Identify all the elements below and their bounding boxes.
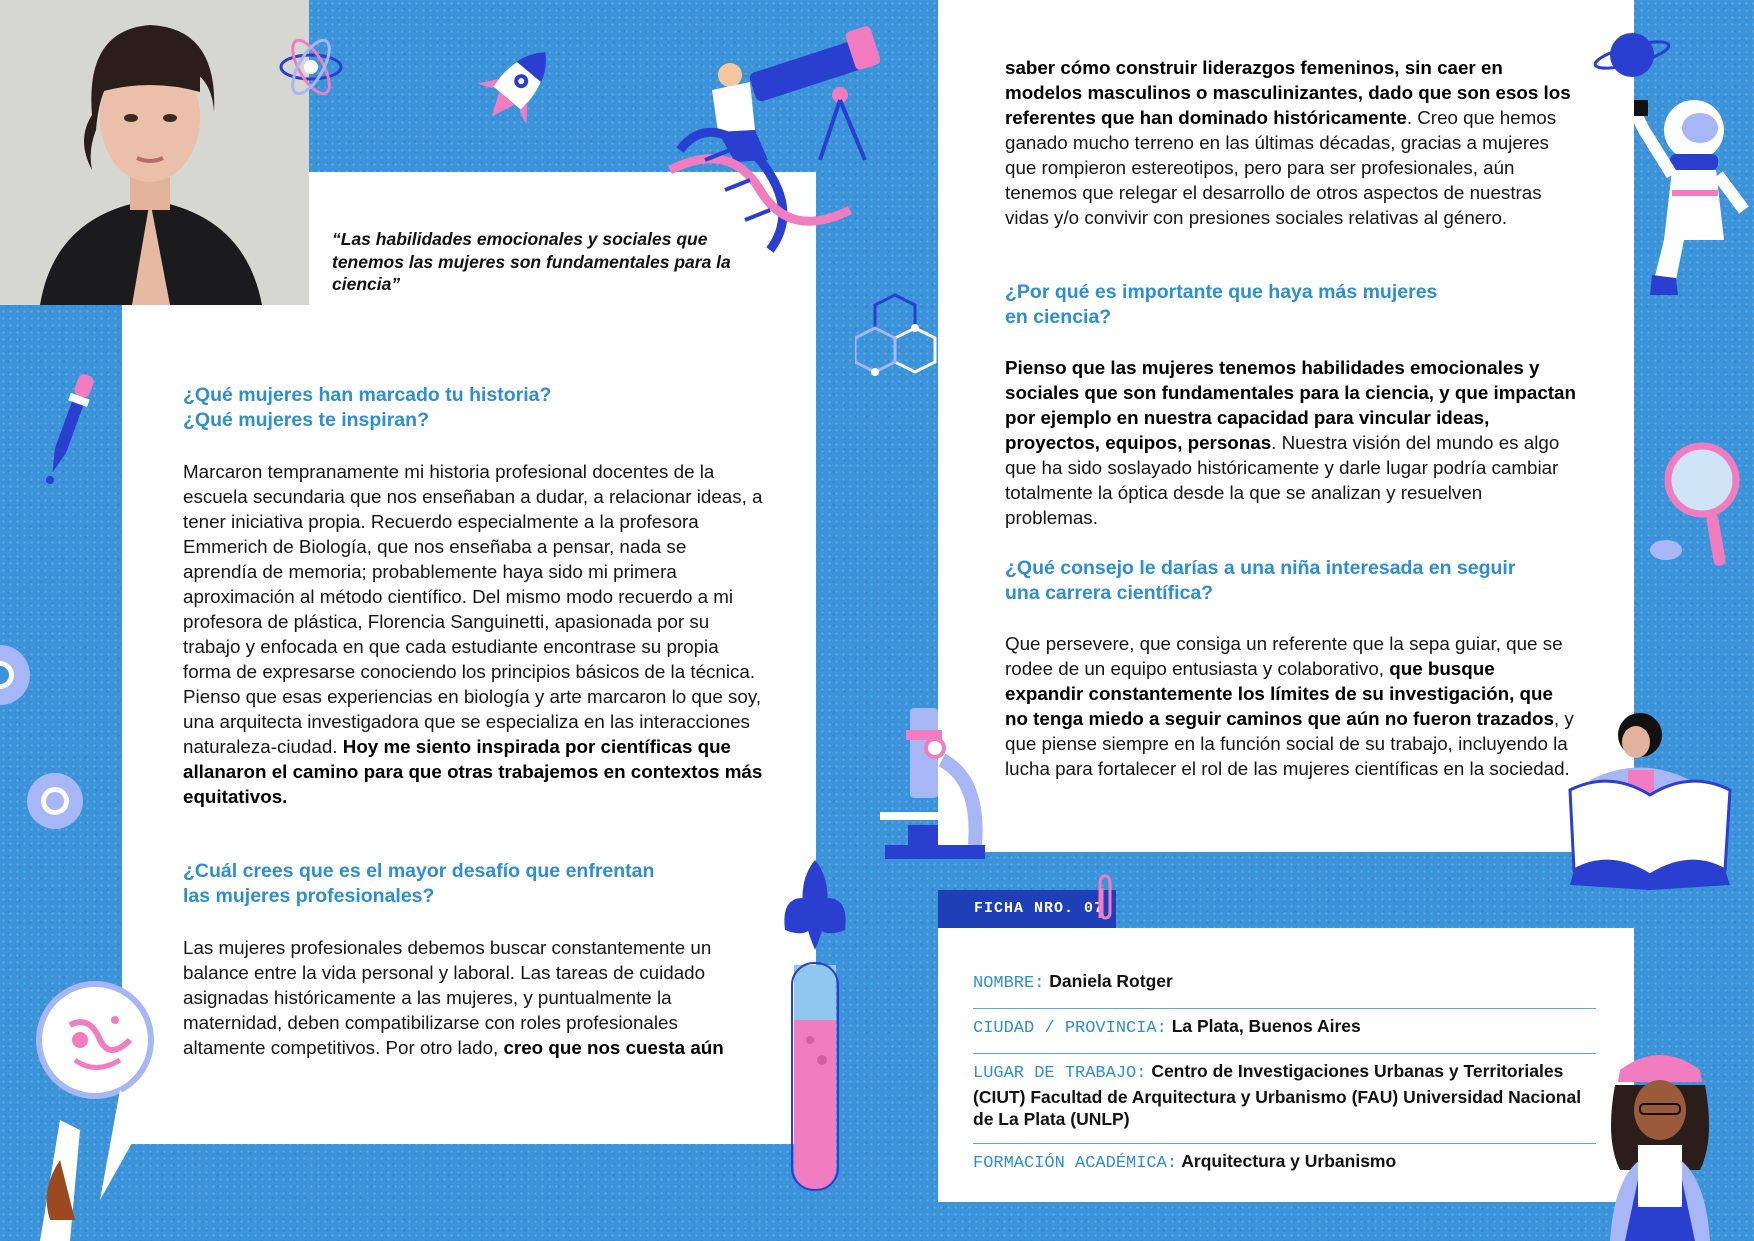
nombre-label: NOMBRE: xyxy=(973,974,1045,993)
ciudad-value: La Plata, Buenos Aires xyxy=(1171,1016,1361,1036)
dropper-icon xyxy=(38,370,98,490)
magnifier-icon xyxy=(1650,440,1754,570)
answer-1 xyxy=(183,459,763,809)
question-2-line-1: ¿Cuál crees que es el mayor desafío que enfrentan xyxy=(183,860,655,882)
petri-dish-icon xyxy=(20,980,160,1241)
answer-4-pre: Que persevere, que consiga un referente que la sepa guiar, que se rodee de un equipo entusiasta y colaborativo, xyxy=(1005,633,1563,679)
rocket-icon xyxy=(468,40,568,130)
answer-2-bold: creo que nos cuesta aún xyxy=(503,1037,724,1058)
answer-1-bold: Hoy me siento inspirada por científicas que allanaron el camino para que otras trabajemos en contextos más equitativos. xyxy=(183,736,763,807)
answer-4-post: , y que piense siempre en la función social de su trabajo, incluyendo la lucha para fortalecer el rol de las mujeres científicas en la sociedad. xyxy=(1005,708,1574,779)
question-1-line-2: ¿Qué mujeres te inspiran? xyxy=(183,409,429,431)
answer-3-text: . Nuestra visión del mundo es algo que ha sido soslayado históricamente y darle lugar podría cambiar totalmente la óptica desde la que se analizan y resuelven problemas. xyxy=(1005,432,1560,528)
question-2 xyxy=(183,859,763,909)
question-4-line-2: una carrera científica? xyxy=(1005,582,1214,604)
question-1-line-1: ¿Qué mujeres han marcado tu historia? xyxy=(183,384,552,406)
field-formacion xyxy=(973,1150,1596,1188)
answer-1-text: Marcaron tempranamente mi historia profesional docentes de la escuela secundaria que nos enseñaban a dudar, a relacionar ideas, a tener iniciativa propia. Recuerdo especialmente a la profesora Emmerich de Biología, que nos enseñaba a pensar, nada se aprendía de memoria; probablemente haya sido mi primera aproximación al método científico. Del mismo modo recuerdo a mi profesora de plástica, Florencia Sanguinetti, apasionada por su trabajo y enfocada en que cada estudiante encontrase su propia forma de expresarse conociendo los principios básicos de la técnica. Pienso que esas experiencias en biología y arte marcaron lo que soy, una arquitecta investigadora que se especializa en las interacciones naturaleza-ciudad. xyxy=(183,461,763,757)
field-lugar xyxy=(973,1060,1596,1144)
question-1 xyxy=(183,383,743,433)
portrait-photo xyxy=(0,0,309,305)
field-nombre xyxy=(973,970,1596,1009)
reading-girl-icon xyxy=(1550,700,1754,890)
test-tube-icon xyxy=(780,860,850,1200)
ciudad-label: CIUDAD / PROVINCIA: xyxy=(973,1019,1167,1038)
gear-icon xyxy=(0,620,50,730)
ficha-tab: FICHA NRO. 07 xyxy=(938,890,1116,928)
formacion-label: FORMACIÓN ACADÉMICA: xyxy=(973,1154,1178,1173)
question-2-line-2: las mujeres profesionales? xyxy=(183,885,435,907)
lugar-label: LUGAR DE TRABAJO: xyxy=(973,1064,1147,1083)
paperclip-icon xyxy=(1094,872,1116,924)
atom-icon xyxy=(276,35,346,99)
engineer-woman-icon xyxy=(1590,1050,1730,1241)
question-3 xyxy=(1005,280,1585,330)
answer-2-cont-text: . Creo que hemos ganado mucho terreno en las últimas décadas, gracias a mujeres que rompieron estereotipos, pero para ser profesionales, aún tenemos que relegar el desarrollo de otros aspectos de nuestras vidas y/o convivir con presiones sociales relativas al género. xyxy=(1005,107,1557,228)
answer-4-bold: que busque expandir constantemente los límites de su investigación, que no tenga miedo a seguir caminos que aún no fueron trazados xyxy=(1005,658,1554,729)
question-4 xyxy=(1005,556,1595,606)
answer-4 xyxy=(1005,631,1577,781)
answer-3 xyxy=(1005,355,1577,530)
answer-2-text: Las mujeres profesionales debemos buscar constantemente un balance entre la vida personal y laboral. Las tareas de cuidado asignadas históricamente a las mujeres, y puntualmente la maternidad, deben compatibilizarse con roles profesionales altamente competitivos. Por otro lado, xyxy=(183,937,712,1058)
lugar-value: Centro de Investigaciones Urbanas y Territoriales (CIUT) Facultad de Arquitectura y Urbanismo (FAU) Universidad Nacional de La Plata (UNLP) xyxy=(973,1061,1582,1129)
answer-2-continued xyxy=(1005,55,1575,230)
astronaut-icon xyxy=(1634,90,1754,300)
answer-2 xyxy=(183,935,763,1060)
answer-3-bold: Pienso que las mujeres tenemos habilidades emocionales y sociales que son fundamentales para la ciencia, y que impactan por ejemplo en nuestra capacidad para vincular ideas, proyectos, equipos, personas xyxy=(1005,357,1576,453)
microscope-icon xyxy=(880,700,990,860)
planet-icon xyxy=(1592,25,1672,85)
molecule-icon xyxy=(855,290,945,400)
telescope-girl-icon xyxy=(650,20,910,270)
formacion-value: Arquitectura y Urbanismo xyxy=(1181,1151,1397,1171)
field-ciudad xyxy=(973,1015,1596,1054)
question-3-line-1: ¿Por qué es importante que haya más mujeres xyxy=(1005,281,1438,303)
gear-icon xyxy=(22,768,88,834)
pull-quote: “Las habilidades emocionales y sociales que tenemos las mujeres son fundamentales para la ciencia” xyxy=(332,229,731,294)
nombre-value: Daniela Rotger xyxy=(1049,971,1173,991)
question-4-line-1: ¿Qué consejo le darías a una niña interesada en seguir xyxy=(1005,557,1516,579)
answer-2-cont-bold: saber cómo construir liderazgos femeninos, sin caer en modelos masculinos o masculinizantes, dado que son esos los referentes que han dominado históricamente xyxy=(1005,57,1571,128)
question-3-line-2: en ciencia? xyxy=(1005,306,1112,328)
